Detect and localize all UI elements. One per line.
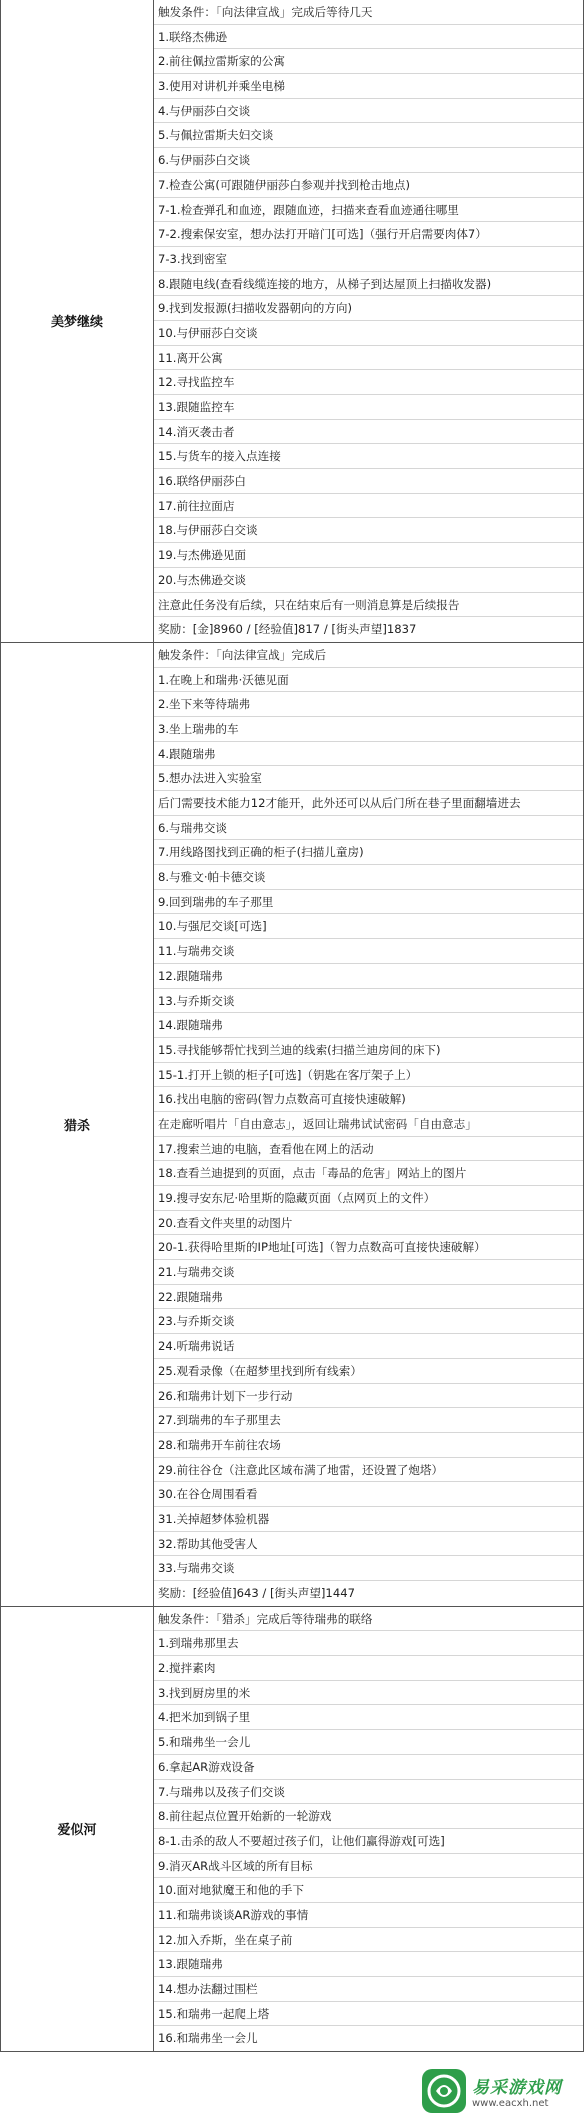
- quest-step-row: 4.把米加到锅子里: [154, 1705, 583, 1730]
- quest-name-cell: [1, 643, 154, 1606]
- quest-step-row: 10.与强尼交谈[可选]: [154, 914, 583, 939]
- quest-step-row: 12.跟随瑞弗: [154, 964, 583, 989]
- quest-step-row: 9.回到瑞弗的车子那里: [154, 890, 583, 915]
- quest-step-row: 12.加入乔斯，坐在桌子前: [154, 1928, 583, 1953]
- quest-step-row: 16.找出电脑的密码(智力点数高可直接快速破解): [154, 1087, 583, 1112]
- quest-step-row: 31.关掉超梦体验机器: [154, 1507, 583, 1532]
- quest-step-row: 8.前往起点位置开始新的一轮游戏: [154, 1804, 583, 1829]
- quest-step-row: 28.和瑞弗开车前往农场: [154, 1433, 583, 1458]
- quest-step-row: 20.与杰佛逊交谈: [154, 568, 583, 593]
- quest-step-row: 15.和瑞弗一起爬上塔: [154, 2002, 583, 2027]
- quest-step-row: 6.与瑞弗交谈: [154, 816, 583, 841]
- quest-step-row: 7.与瑞弗以及孩子们交谈: [154, 1780, 583, 1805]
- quest-step-row: 9.消灭AR战斗区域的所有目标: [154, 1854, 583, 1879]
- quest-step-row: 22.跟随瑞弗: [154, 1285, 583, 1310]
- quest-step-row: 8.与雅文·帕卡德交谈: [154, 865, 583, 890]
- quest-step-row: 9.找到发报源(扫描收发器朝向的方向): [154, 296, 583, 321]
- watermark: [422, 2066, 578, 2116]
- quest-step-row: 触发条件：「向法律宣战」完成后等待几天: [154, 0, 583, 25]
- quest-step-row: 后门需要技术能力12才能开，此外还可以从后门所在巷子里面翻墙进去: [154, 791, 583, 816]
- quest-section: [1, 643, 583, 1607]
- quest-step-row: 14.想办法翻过围栏: [154, 1977, 583, 2002]
- quest-step-row: 1.在晚上和瑞弗·沃德见面: [154, 668, 583, 693]
- quest-steps: [154, 0, 583, 642]
- quest-step-row: 20.查看文件夹里的动图片: [154, 1211, 583, 1236]
- quest-step-row: 注意此任务没有后续，只在结束后有一则消息算是后续报告: [154, 593, 583, 618]
- quest-step-row: 23.与乔斯交谈: [154, 1309, 583, 1334]
- quest-step-row: 24.听瑞弗说话: [154, 1334, 583, 1359]
- quest-step-row: 18.查看兰迪提到的页面，点击「毒品的危害」网站上的图片: [154, 1161, 583, 1186]
- quest-step-row: 1.联络杰佛逊: [154, 25, 583, 50]
- quest-step-row: 5.与佩拉雷斯夫妇交谈: [154, 123, 583, 148]
- quest-step-row: 13.跟随瑞弗: [154, 1952, 583, 1977]
- quest-step-row: 15.与货车的接入点连接: [154, 444, 583, 469]
- quest-name: 爱似河: [57, 1823, 97, 1839]
- quest-step-row: 25.观看录像（在超梦里找到所有线索）: [154, 1359, 583, 1384]
- quest-step-row: 10.与伊丽莎白交谈: [154, 321, 583, 346]
- quest-step-row: 13.与乔斯交谈: [154, 989, 583, 1014]
- quest-step-row: 6.拿起AR游戏设备: [154, 1755, 583, 1780]
- quest-step-row: 奖励：[经验值]643 / [街头声望]1447: [158, 1586, 355, 1600]
- quest-step-row: 2.坐下来等待瑞弗: [154, 692, 583, 717]
- quest-step-row: 2.搅拌素肉: [154, 1656, 583, 1681]
- quest-step-row: 触发条件：「向法律宣战」完成后: [154, 643, 583, 668]
- quest-step-row: 33.与瑞弗交谈: [154, 1556, 583, 1581]
- quest-step-row: 32.帮助其他受害人: [154, 1532, 583, 1557]
- quest-step-row: 1.到瑞弗那里去: [154, 1631, 583, 1656]
- quest-step-row: 16.和瑞弗坐一会儿: [158, 2031, 258, 2046]
- quest-step-row: 17.搜索兰迪的电脑，查看他在网上的活动: [154, 1137, 583, 1162]
- quest-step-row: 17.前往拉面店: [154, 494, 583, 519]
- quest-step-row: 15-1.打开上锁的柜子[可选]（钥匙在客厅架子上）: [154, 1063, 583, 1088]
- quest-step-row: 29.前往谷仓（注意此区域布满了地雷，还设置了炮塔）: [154, 1458, 583, 1483]
- quest-name: 美梦继续: [50, 315, 103, 331]
- quest-step-row: 7-1.检查弹孔和血迹，跟随血迹，扫描来查看血迹通往哪里: [154, 198, 583, 223]
- quest-step-row: 19.与杰佛逊见面: [154, 543, 583, 568]
- quest-step-row: 7.检查公寓(可跟随伊丽莎白参观并找到枪击地点): [154, 173, 583, 198]
- quest-step-row: 27.到瑞弗的车子那里去: [154, 1408, 583, 1433]
- watermark-brand: 易采游戏网: [472, 2078, 562, 2098]
- quest-step-row: 6.与伊丽莎白交谈: [154, 148, 583, 173]
- quest-step-row: 18.与伊丽莎白交谈: [154, 518, 583, 543]
- quest-step-row: 3.使用对讲机并乘坐电梯: [154, 74, 583, 99]
- quest-step-row: 11.和瑞弗谈谈AR游戏的事情: [154, 1903, 583, 1928]
- quest-step-row: 21.与瑞弗交谈: [154, 1260, 583, 1285]
- quest-step-row: 13.跟随监控车: [154, 395, 583, 420]
- quest-step-row: 3.找到厨房里的米: [154, 1681, 583, 1706]
- quest-step-row: 30.在谷仓周围看看: [154, 1482, 583, 1507]
- quest-step-row: 4.与伊丽莎白交谈: [154, 99, 583, 124]
- quest-step-row: 11.与瑞弗交谈: [154, 939, 583, 964]
- quest-step-row: 8.跟随电线(查看线缆连接的地方，从梯子到达屋顶上扫描收发器): [154, 272, 583, 297]
- quest-section: [1, 1607, 583, 2052]
- watermark-url: www.eacxh.net: [472, 2098, 549, 2109]
- quest-steps: [154, 1607, 583, 2051]
- quest-steps: [154, 643, 583, 1606]
- quest-section: [1, 0, 583, 643]
- quest-step-row: 5.和瑞弗坐一会儿: [154, 1730, 583, 1755]
- quest-step-row: 奖励：[金]8960 / [经验值]817 / [街头声望]1837: [158, 622, 417, 637]
- quest-step-row: 7-3.找到密室: [154, 247, 583, 272]
- quest-step-row: 4.跟随瑞弗: [154, 742, 583, 767]
- quest-step-row: 在走廊听唱片「自由意志」，返回让瑞弗试试密码「自由意志」: [154, 1112, 583, 1137]
- quest-step-row: 5.想办法进入实验室: [154, 766, 583, 791]
- quest-step-row: 8-1.击杀的敌人不要超过孩子们，让他们赢得游戏[可选]: [154, 1829, 583, 1854]
- quest-step-row: 16.联络伊丽莎白: [154, 469, 583, 494]
- eacxh-logo-icon: [422, 2069, 466, 2113]
- quest-step-row: 12.寻找监控车: [154, 370, 583, 395]
- quest-step-row: 3.坐上瑞弗的车: [154, 717, 583, 742]
- quest-name-cell: [1, 0, 154, 642]
- quest-step-row: 7.用线路图找到正确的柜子(扫描儿童房): [154, 840, 583, 865]
- quest-step-row: 2.前往佩拉雷斯家的公寓: [154, 49, 583, 74]
- quest-step-row: 19.搜寻安东尼·哈里斯的隐藏页面（点网页上的文件）: [154, 1186, 583, 1211]
- quest-step-row: 触发条件：「猎杀」完成后等待瑞弗的联络: [154, 1607, 583, 1632]
- quest-step-row: 11.离开公寓: [154, 346, 583, 371]
- quest-step-row: 15.寻找能够帮忙找到兰迪的线索(扫描兰迪房间的床下): [154, 1038, 583, 1063]
- quest-name: 猎杀: [63, 1118, 90, 1134]
- quest-step-row: 7-2.搜索保安室，想办法打开暗门[可选]（强行开启需要肉体7）: [154, 222, 583, 247]
- quest-name-cell: [1, 1607, 154, 2051]
- quest-step-row: 26.和瑞弗计划下一步行动: [154, 1384, 583, 1409]
- quest-step-row: 14.消灭袭击者: [154, 420, 583, 445]
- quest-step-row: 20-1.获得哈里斯的IP地址[可选]（智力点数高可直接快速破解）: [154, 1235, 583, 1260]
- quest-step-row: 10.面对地狱魔王和他的手下: [154, 1878, 583, 1903]
- quest-step-row: 14.跟随瑞弗: [154, 1013, 583, 1038]
